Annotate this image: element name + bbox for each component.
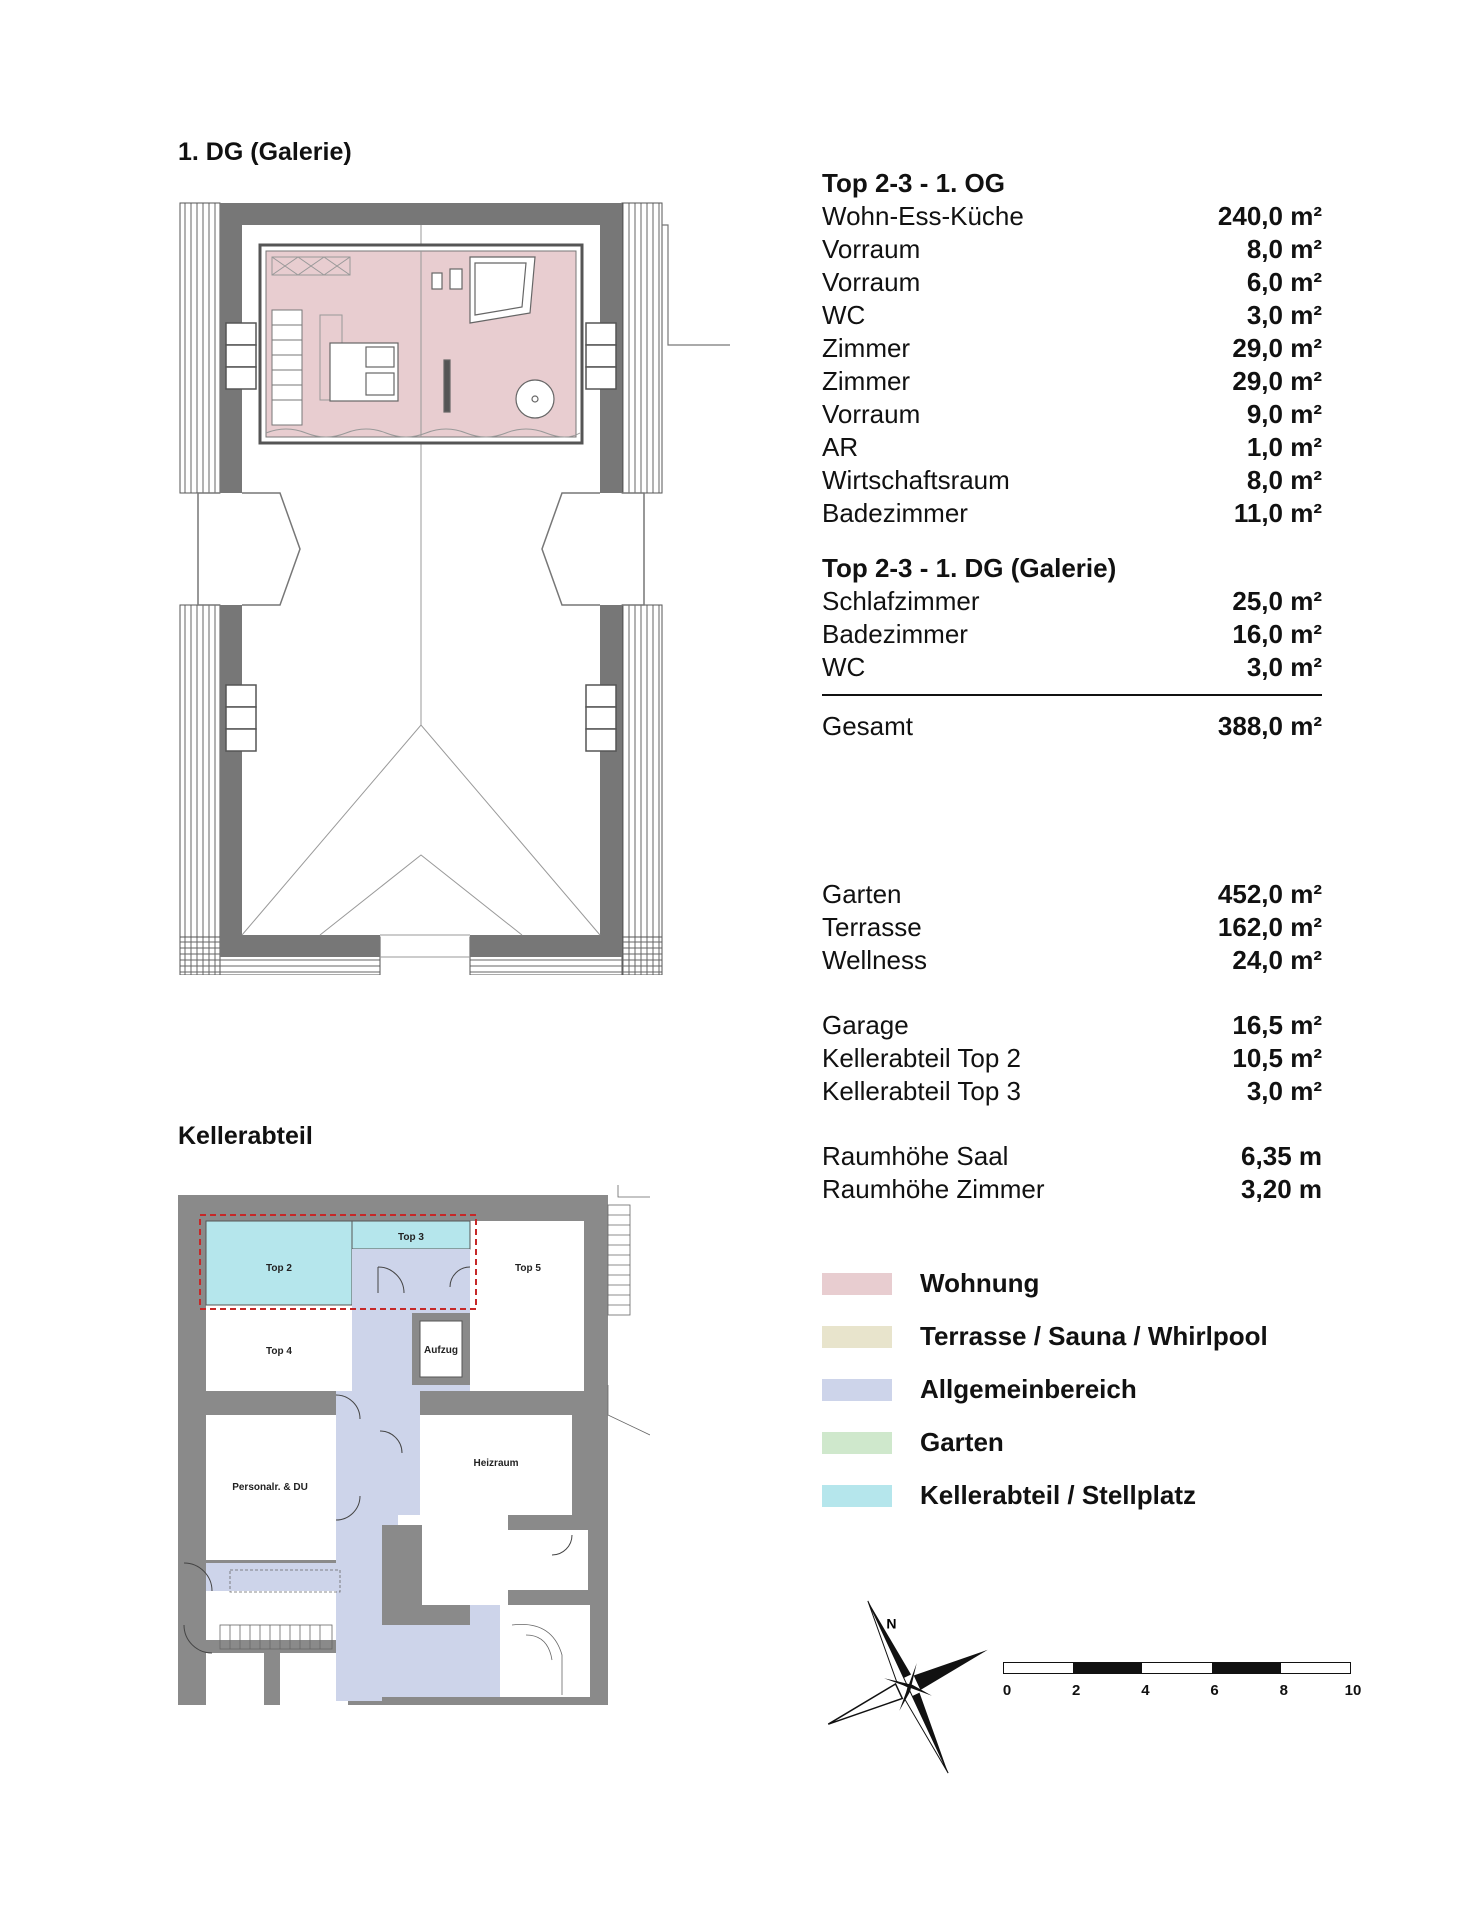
storage-area-name: Kellerabteil Top 3: [822, 1076, 1021, 1106]
scale-segment: [1004, 1663, 1073, 1673]
outdoor-area-name: Garten: [822, 879, 902, 909]
storage-area-row: [822, 1009, 1322, 1042]
legend-label: Terrasse / Sauna / Whirlpool: [920, 1321, 1268, 1351]
roof-eave-left-bottom: [180, 605, 220, 975]
roof-eave-right-top: [622, 203, 662, 493]
og-area-name: Wirtschaftsraum: [822, 465, 1010, 495]
og-area-name: Zimmer: [822, 366, 911, 396]
og-area-name: Vorraum: [822, 267, 921, 297]
legend-swatch: [822, 1273, 892, 1295]
og-area-name: Vorraum: [822, 234, 921, 264]
legend-swatch: [822, 1485, 892, 1507]
scale-bar: [1002, 1662, 1362, 1712]
legend-label: Garten: [920, 1427, 1004, 1457]
outdoor-area-row: [822, 944, 1322, 977]
storage-area-value: 3,0 m²: [1246, 1076, 1322, 1106]
basement-plan: [130, 1185, 650, 1715]
outdoor-area-row: [822, 911, 1322, 944]
storage-area-row: [822, 1042, 1322, 1075]
scale-segment: [1142, 1663, 1211, 1673]
legend-swatch: [822, 1326, 892, 1348]
area-table: [822, 167, 1322, 743]
room-label-aufzug: Aufzug: [424, 1345, 458, 1356]
room-height-value: 3,20 m: [1241, 1174, 1322, 1204]
total-label: Gesamt: [822, 711, 914, 741]
og-area-name: Badezimmer: [822, 498, 968, 528]
total-separator: [822, 694, 1322, 696]
legend-item: [822, 1416, 1268, 1469]
scale-segment: [1073, 1663, 1142, 1673]
storage-area-name: Garage: [822, 1010, 909, 1040]
outdoor-area-value: 452,0 m²: [1217, 879, 1322, 909]
compass-icon: [818, 1592, 998, 1774]
og-area-row: [822, 464, 1322, 497]
og-area-name: Wohn-Ess-Küche: [822, 201, 1024, 231]
storage-area-value: 10,5 m²: [1232, 1043, 1322, 1073]
room-label-top4: Top 4: [266, 1346, 292, 1357]
og-area-name: WC: [822, 300, 866, 330]
storage-table: [822, 1009, 1322, 1108]
og-area-row: [822, 200, 1322, 233]
dg-area-value: 3,0 m²: [1246, 652, 1322, 682]
og-area-value: 8,0 m²: [1246, 234, 1322, 264]
dg-area-row: [822, 618, 1322, 651]
outdoor-area-name: Wellness: [822, 945, 928, 975]
room-label-personal: Personalr. & DU: [232, 1482, 308, 1493]
og-area-row: [822, 332, 1322, 365]
legend-label: Wohnung: [920, 1268, 1040, 1298]
legend-label: Allgemeinbereich: [920, 1374, 1137, 1404]
storage-area-value: 16,5 m²: [1232, 1010, 1322, 1040]
dg-area-name: Schlafzimmer: [822, 586, 980, 616]
legend-item: [822, 1257, 1268, 1310]
legend-swatch: [822, 1379, 892, 1401]
wall-east-bottom: [600, 605, 622, 955]
og-area-row: [822, 365, 1322, 398]
gallery-stair: [272, 310, 302, 425]
og-area-value: 29,0 m²: [1232, 333, 1322, 363]
dg-area-name: Badezimmer: [822, 619, 968, 649]
storage-area-row: [822, 1075, 1322, 1108]
og-area-row: [822, 431, 1322, 464]
dg-area-value: 16,0 m²: [1232, 619, 1322, 649]
og-area-name: AR: [822, 432, 859, 462]
og-area-row: [822, 497, 1322, 530]
scale-segment: [1212, 1663, 1281, 1673]
legend-swatch: [822, 1432, 892, 1454]
wall-south-left: [220, 935, 380, 957]
og-area-value: 240,0 m²: [1217, 201, 1322, 231]
dg-area-row: [822, 651, 1322, 684]
room-label-heizraum: Heizraum: [473, 1458, 519, 1469]
roof-eave-right-bottom: [622, 605, 662, 975]
wall-north: [220, 203, 622, 225]
outdoor-area-row: [822, 878, 1322, 911]
scale-tick-label: 2: [1072, 1682, 1081, 1699]
bed-icon: [330, 343, 398, 401]
dg-area-name: WC: [822, 652, 866, 682]
og-area-value: 9,0 m²: [1246, 399, 1322, 429]
outdoor-area-name: Terrasse: [822, 912, 922, 942]
outdoor-area-value: 24,0 m²: [1232, 945, 1322, 975]
room-label-top5: Top 5: [515, 1263, 541, 1274]
upper-floor-plan: [170, 195, 740, 975]
og-area-row: [822, 299, 1322, 332]
upper-plan-title: 1. DG (Galerie): [178, 138, 352, 166]
og-area-row: [822, 233, 1322, 266]
basement-plan-title: Kellerabteil: [178, 1122, 313, 1150]
room-label-top3: Top 3: [398, 1232, 424, 1243]
og-area-value: 6,0 m²: [1246, 267, 1322, 297]
legend-item: [822, 1310, 1268, 1363]
roof-eave-left-top: [180, 203, 220, 493]
legend-item: [822, 1363, 1268, 1416]
wall-west-bottom: [220, 605, 242, 955]
scale-tick-label: 10: [1344, 1682, 1362, 1699]
compass-north-label: N: [886, 1615, 897, 1632]
og-area-row: [822, 266, 1322, 299]
dg-area-value: 25,0 m²: [1232, 586, 1322, 616]
room-height-row: [822, 1173, 1322, 1206]
scale-segment: [1281, 1663, 1350, 1673]
outdoor-area-value: 162,0 m²: [1217, 912, 1322, 942]
total-row: [822, 710, 1322, 743]
scale-tick-label: 6: [1210, 1682, 1219, 1699]
og-area-value: 8,0 m²: [1246, 465, 1322, 495]
legend-item: [822, 1469, 1268, 1522]
legend-label: Kellerabteil / Stellplatz: [920, 1480, 1196, 1510]
og-area-value: 11,0 m²: [1233, 498, 1322, 528]
og-area-row: [822, 398, 1322, 431]
room-height-row: [822, 1140, 1322, 1173]
og-area-value: 1,0 m²: [1246, 432, 1322, 462]
og-area-name: Vorraum: [822, 399, 921, 429]
scale-tick-label: 8: [1279, 1682, 1288, 1699]
heights-table: [822, 1140, 1322, 1206]
og-area-value: 3,0 m²: [1246, 300, 1322, 330]
room-height-name: Raumhöhe Saal: [822, 1141, 1009, 1171]
room-height-value: 6,35 m: [1241, 1141, 1322, 1171]
outdoor-table: [822, 878, 1322, 977]
scale-tick-label: 0: [1002, 1682, 1012, 1699]
washbasin-icon: [444, 360, 450, 412]
dg-area-row: [822, 585, 1322, 618]
wall-south-right: [470, 935, 622, 957]
legend: [822, 1257, 1268, 1522]
section-og-heading: Top 2-3 - 1. OG: [822, 168, 1005, 198]
total-value: 388,0 m²: [1217, 711, 1322, 741]
room-height-name: Raumhöhe Zimmer: [822, 1174, 1045, 1204]
scale-tick-label: 4: [1141, 1682, 1150, 1699]
storage-area-name: Kellerabteil Top 2: [822, 1043, 1021, 1073]
og-area-name: Zimmer: [822, 333, 911, 363]
section-dg-heading: Top 2-3 - 1. DG (Galerie): [822, 553, 1117, 583]
room-label-top2: Top 2: [266, 1263, 292, 1274]
og-area-value: 29,0 m²: [1232, 366, 1322, 396]
